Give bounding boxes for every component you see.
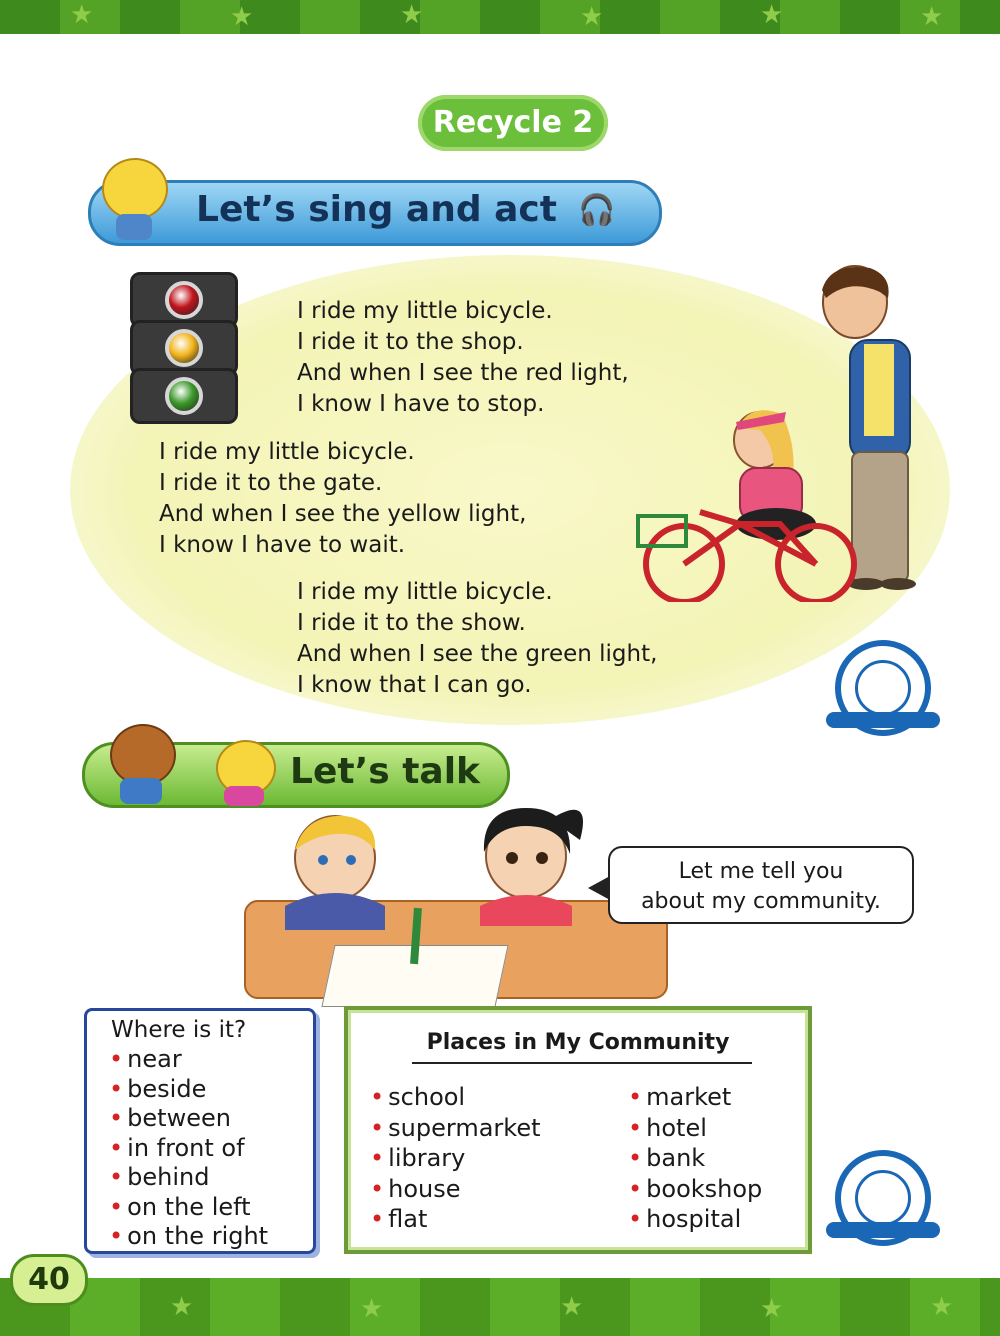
verse-line: I ride my little bicycle. — [297, 579, 553, 605]
cat-mascot-body — [116, 214, 152, 240]
verse-1 — [297, 296, 629, 420]
where-box-title: Where is it? — [111, 1017, 247, 1043]
speech-line: about my community. — [641, 889, 881, 914]
verse-line: I know I have to stop. — [297, 391, 545, 417]
monkey-mascot-icon — [110, 724, 176, 786]
star-icon: ★ — [930, 1292, 954, 1322]
list-item: • flat — [370, 1205, 428, 1233]
verse-line: I ride it to the shop. — [297, 329, 524, 355]
verse-line: I know I have to wait. — [159, 532, 406, 558]
star-icon: ★ — [920, 2, 944, 32]
list-item: • near — [109, 1045, 182, 1073]
star-icon: ★ — [760, 0, 784, 30]
verse-2 — [159, 437, 526, 561]
verse-line: And when I see the green light, — [297, 641, 658, 667]
cat-mascot-icon — [102, 158, 168, 220]
verse-3 — [297, 577, 657, 701]
verse-line: I ride my little bicycle. — [159, 439, 415, 465]
speech-bubble — [608, 846, 914, 924]
sing-section-title: Let’s sing and act — [196, 189, 557, 230]
star-icon: ★ — [760, 1294, 784, 1324]
where-is-it-box — [84, 1008, 316, 1254]
headphones-icon[interactable]: 🎧 — [578, 193, 616, 228]
places-box-title: Places in My Community — [426, 1030, 730, 1055]
list-item: • bookshop — [628, 1174, 763, 1203]
man-figure — [822, 266, 916, 590]
recycle-badge: Recycle 2 — [418, 95, 608, 151]
verse-line: I ride my little bicycle. — [297, 298, 553, 324]
list-item: • beside — [109, 1074, 207, 1103]
star-icon: ★ — [360, 1294, 384, 1324]
list-item: • on the left — [109, 1192, 251, 1221]
list-item: • supermarket — [370, 1113, 541, 1142]
title-underline — [412, 1062, 752, 1064]
red-light-icon — [165, 281, 203, 319]
girl-on-bicycle-figure — [638, 410, 854, 602]
list-item: • house — [370, 1174, 461, 1203]
top-border — [0, 0, 1000, 34]
verse-line: I ride it to the gate. — [159, 470, 383, 496]
list-item: • library — [370, 1144, 466, 1172]
list-item: • market — [628, 1083, 732, 1111]
list-item: • on the right — [109, 1222, 269, 1250]
boy-illustration — [265, 810, 405, 930]
star-icon: ★ — [580, 2, 604, 32]
cat-mascot-body — [224, 786, 264, 806]
places-box — [344, 1006, 812, 1254]
places-list-col2 — [628, 1082, 762, 1235]
list-item: • school — [370, 1083, 466, 1111]
verse-line: And when I see the yellow light, — [159, 501, 527, 527]
list-item: • bank — [628, 1144, 706, 1172]
page-number: 40 — [10, 1254, 88, 1306]
verse-line: And when I see the red light, — [297, 360, 629, 386]
speech-bubble-tail — [588, 876, 610, 900]
position-words-list — [109, 1045, 268, 1252]
man-and-girl-illustration — [630, 262, 950, 602]
bottom-border — [0, 1278, 1000, 1336]
star-icon: ★ — [170, 1292, 194, 1322]
monkey-mascot-body — [120, 778, 162, 804]
group-assessment-ribbon — [826, 712, 940, 728]
list-item: • hospital — [628, 1205, 742, 1233]
list-item: • between — [109, 1104, 231, 1132]
star-icon: ★ — [70, 0, 94, 30]
list-item: • behind — [109, 1163, 210, 1191]
star-icon: ★ — [560, 1292, 584, 1322]
places-list-col1 — [370, 1082, 541, 1235]
speech-line: Let me tell you — [678, 859, 844, 884]
verse-line: I ride it to the show. — [297, 610, 526, 636]
talk-section-title: Let’s talk — [290, 751, 480, 792]
group-assessment-ribbon — [826, 1222, 940, 1238]
star-icon: ★ — [400, 0, 424, 30]
yellow-light-icon — [165, 329, 203, 367]
green-light-icon — [165, 377, 203, 415]
sing-section-header — [88, 180, 662, 246]
list-item: • hotel — [628, 1113, 707, 1142]
star-icon: ★ — [230, 2, 254, 32]
traffic-light-green — [130, 368, 238, 424]
verse-line: I know that I can go. — [297, 672, 532, 698]
girl-illustration — [456, 796, 596, 926]
list-item: • in front of — [109, 1133, 245, 1162]
